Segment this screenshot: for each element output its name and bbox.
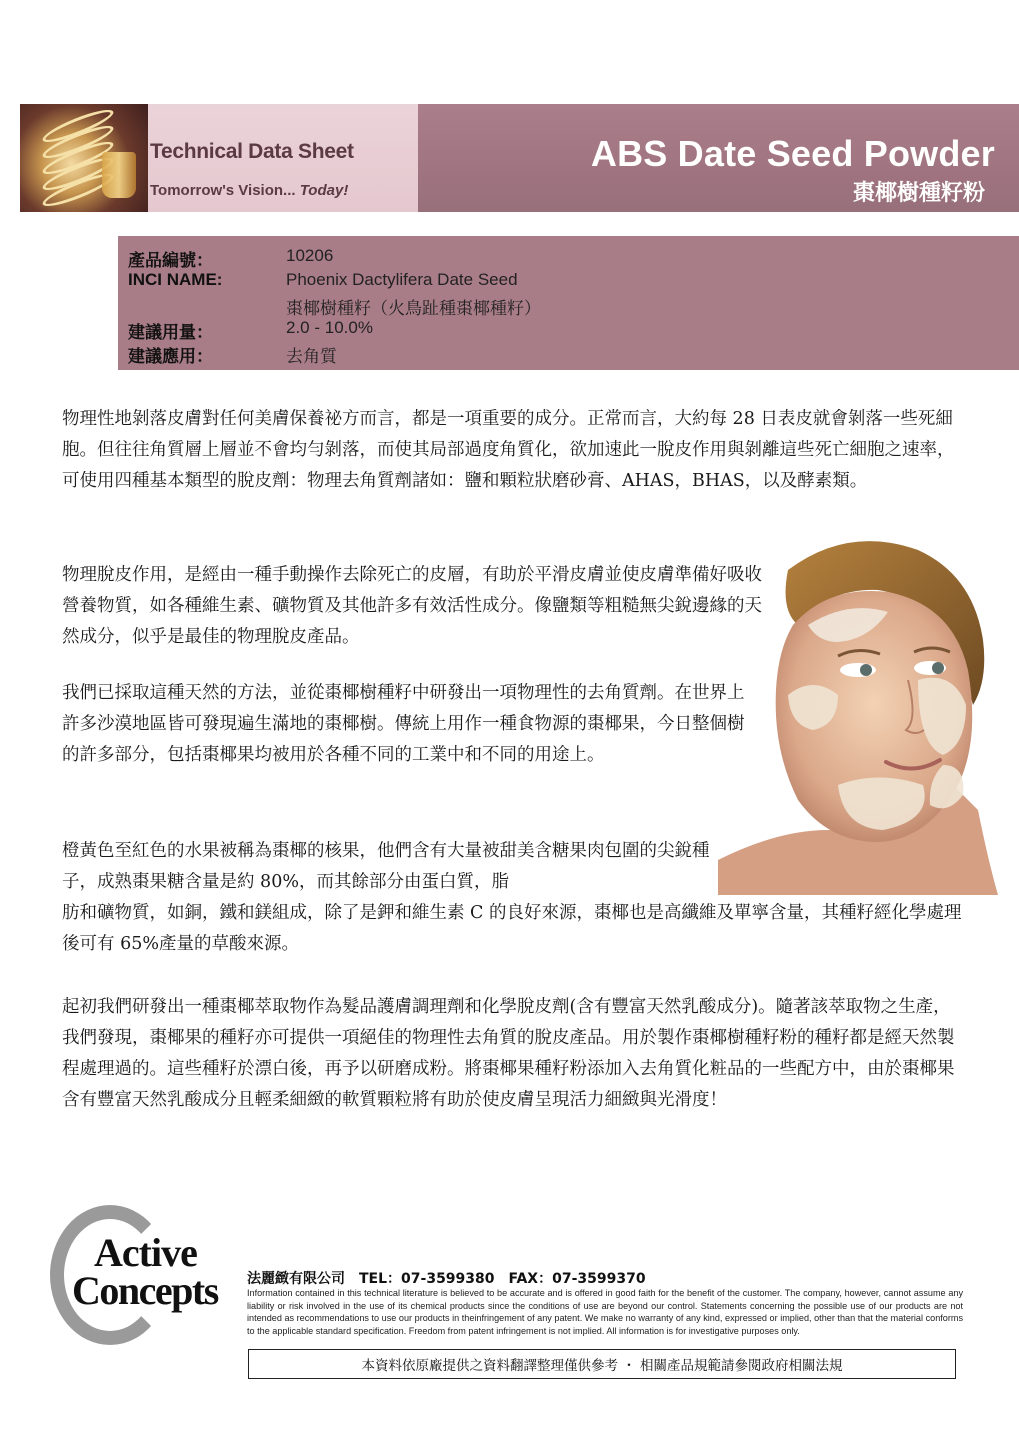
legal-disclaimer: Information contained in this technical literature is believed to be accurate and is offered in good faith for the benefit of the customer. The company, however, cannot assume any liability or risk involved in the use of its chemical products since the conditions of use are beyond our control. Statements concerning the possible use of our products are not intended as recommendations to use our products in theinfringement of any patent. We make no warranty of any kind, expressed or implied, other than that the material conforms to the applicable standard specification. Freedom from patent infringement is not implied. All information is for investigative purposes only. (247, 1288, 963, 1336)
usage-value: 去角質 (286, 347, 337, 367)
product-info-panel (118, 236, 1019, 370)
paragraph-4-part-b: 肪和礦物質，如銅，鐵和鎂組成，除了是鉀和維生素 C 的良好來源，棗椰也是高纖維及單寧含量，其種籽經化學處理後可有 65%產量的草酸來源。 (62, 903, 962, 954)
lab-glassware-image (20, 104, 148, 212)
active-concepts-logo (50, 1205, 230, 1345)
company-fax: FAX：07-3599370 (508, 1271, 646, 1287)
logo-line-2: Concepts (72, 1268, 218, 1313)
tagline-today: Today! (299, 182, 349, 199)
product-title: ABS Date Seed Powder (590, 133, 995, 174)
code-value: 10206 (286, 246, 334, 265)
company-tel: TEL：07-3599380 (359, 1271, 495, 1287)
inci-label: INCI NAME: (128, 270, 223, 289)
paragraph-3: 我們已採取這種天然的方法，並從棗椰樹種籽中研發出一項物理性的去角質劑。在世界上許多沙漠地區皆可發現遍生滿地的棗椰樹。傳統上用作一種食物源的棗椰果，今日整個樹的許多部分，包括棗椰果均被用於各種不同的工業中和不同的用途上。 (62, 683, 745, 765)
paragraph-4-part-a: 橙黃色至紅色的水果被稱為棗椰的核果，他們含有大量被甜美含糖果肉包圍的尖銳種子，成熟棗果糖含量是約 80%，而其餘部分由蛋白質，脂 (62, 841, 710, 892)
tagline (150, 182, 348, 199)
tagline-main: Tomorrow's Vision... (150, 182, 300, 199)
translation-notice: 本資料依原廠提供之資料翻譯整理僅供參考 ・ 相關產品規範請參閱政府相關法規 (248, 1349, 956, 1379)
usage-label: 建議應用： (128, 347, 213, 367)
product-title-cn: 棗椰樹種籽粉 (852, 181, 985, 206)
paragraph-1: 物理性地剝落皮膚對任何美膚保養祕方而言，都是一項重要的成分。正常而言，大約每 28 日表皮就會剝落一些死細胞。但往往角質層上層並不會均勻剝落，而使其局部過度角質化，欲加速此一脫皮作用與剝離這些死亡細胞之速率，可使用四種基本類型的脫皮劑：物理去角質劑諸如：鹽和顆粒狀磨砂膏、AHAS，BHAS，以及酵素類。 (62, 409, 955, 491)
dosage-label: 建議用量： (128, 323, 213, 343)
logo-line-1: Active (94, 1230, 197, 1275)
company-name: 法麗緻有限公司 (247, 1271, 345, 1287)
inci-value: Phoenix Dactylifera Date Seed (286, 270, 518, 289)
inci-value-cn: 棗椰樹種籽（火鳥趾種棗椰種籽） (286, 299, 541, 319)
dosage-value: 2.0 - 10.0% (286, 318, 373, 337)
code-label: 產品編號： (128, 251, 213, 271)
sheet-title: Technical Data Sheet (150, 140, 354, 163)
face-mask-photo (718, 530, 998, 895)
paragraph-5: 起初我們研發出一種棗椰萃取物作為髮品護膚調理劑和化學脫皮劑(含有豐富天然乳酸成分)。隨著該萃取物之生產，我們發現，棗椰果的種籽亦可提供一項絕佳的物理性去角質的脫皮產品。用於製作棗椰樹種籽粉的種籽都是經天然製程處理過的。這些種籽於漂白後，再予以研磨成粉。將棗椰果種籽粉添加入去角質化粧品的一些配方中，由於棗椰果含有豐富天然乳酸成分且輕柔細緻的軟質顆粒將有助於使皮膚呈現活力細緻與光滑度！ (62, 997, 955, 1110)
company-contact (247, 1268, 660, 1288)
paragraph-2: 物理脫皮作用，是經由一種手動操作去除死亡的皮層，有助於平滑皮膚並使皮膚準備好吸收營養物質，如各種維生素、礦物質及其他許多有效活性成分。像鹽類等粗糙無尖銳邊緣的天然成分，似乎是最佳的物理脫皮產品。 (62, 565, 762, 647)
